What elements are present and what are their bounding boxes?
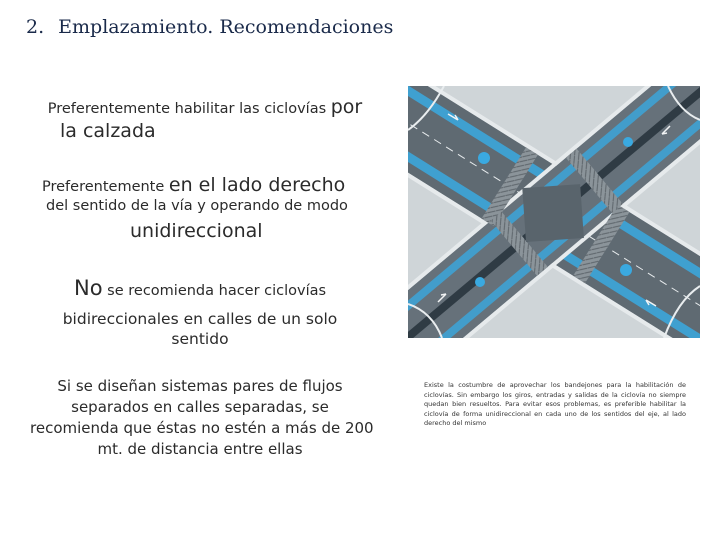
intersection-plan-image xyxy=(408,86,700,338)
page-title xyxy=(26,16,393,38)
recommendation-calzada xyxy=(30,96,380,142)
rec1-emphasis: por xyxy=(330,96,363,118)
rec3-text: se recomienda hacer ciclovías xyxy=(102,283,327,299)
rec1-line2: la calzada xyxy=(60,120,156,142)
recommendation-lado-derecho xyxy=(36,174,376,242)
recommendation-pares-flujos xyxy=(30,376,374,460)
rec4-line1: Si se diseñan sistemas pares de flujos xyxy=(57,377,343,395)
intersection-plan-icon xyxy=(408,86,700,338)
rec4-line4: mt. de distancia entre ellas xyxy=(97,440,303,458)
rec4-line3: recomienda que éstas no estén a más de 200 xyxy=(30,419,374,437)
image-caption: Existe la costumbre de aprovechar los bandejones para la habilitación de ciclovías. Sin embargo los giros, entradas y salidas de la ciclovía no siempre quedan bien resueltos. Para evitar esos problemas, es preferible habilitar la ciclovía de forma unidireccional en cada uno de los sentidos del eje, al lado derecho del mismo xyxy=(424,381,686,428)
rec2-line3: unidireccional xyxy=(130,220,263,242)
rec3-emphasis: No xyxy=(74,276,103,300)
rec4-line2: separados en calles separadas, se xyxy=(71,398,329,416)
title-text: Emplazamiento. Recomendaciones xyxy=(58,16,394,38)
rec3-line2: bidireccionales en calles de un solo xyxy=(62,310,338,328)
title-number: 2. xyxy=(26,16,45,38)
rec2-emphasis: en el lado derecho xyxy=(168,174,346,196)
rec3-line3: sentido xyxy=(171,330,229,348)
recommendation-no-bidireccional xyxy=(30,276,370,348)
rec2-line2: del sentido de la vía y operando de modo xyxy=(46,198,348,214)
rec1-text: Preferentemente habilitar las ciclovías xyxy=(47,101,331,117)
rec2-text: Preferentemente xyxy=(42,179,169,195)
